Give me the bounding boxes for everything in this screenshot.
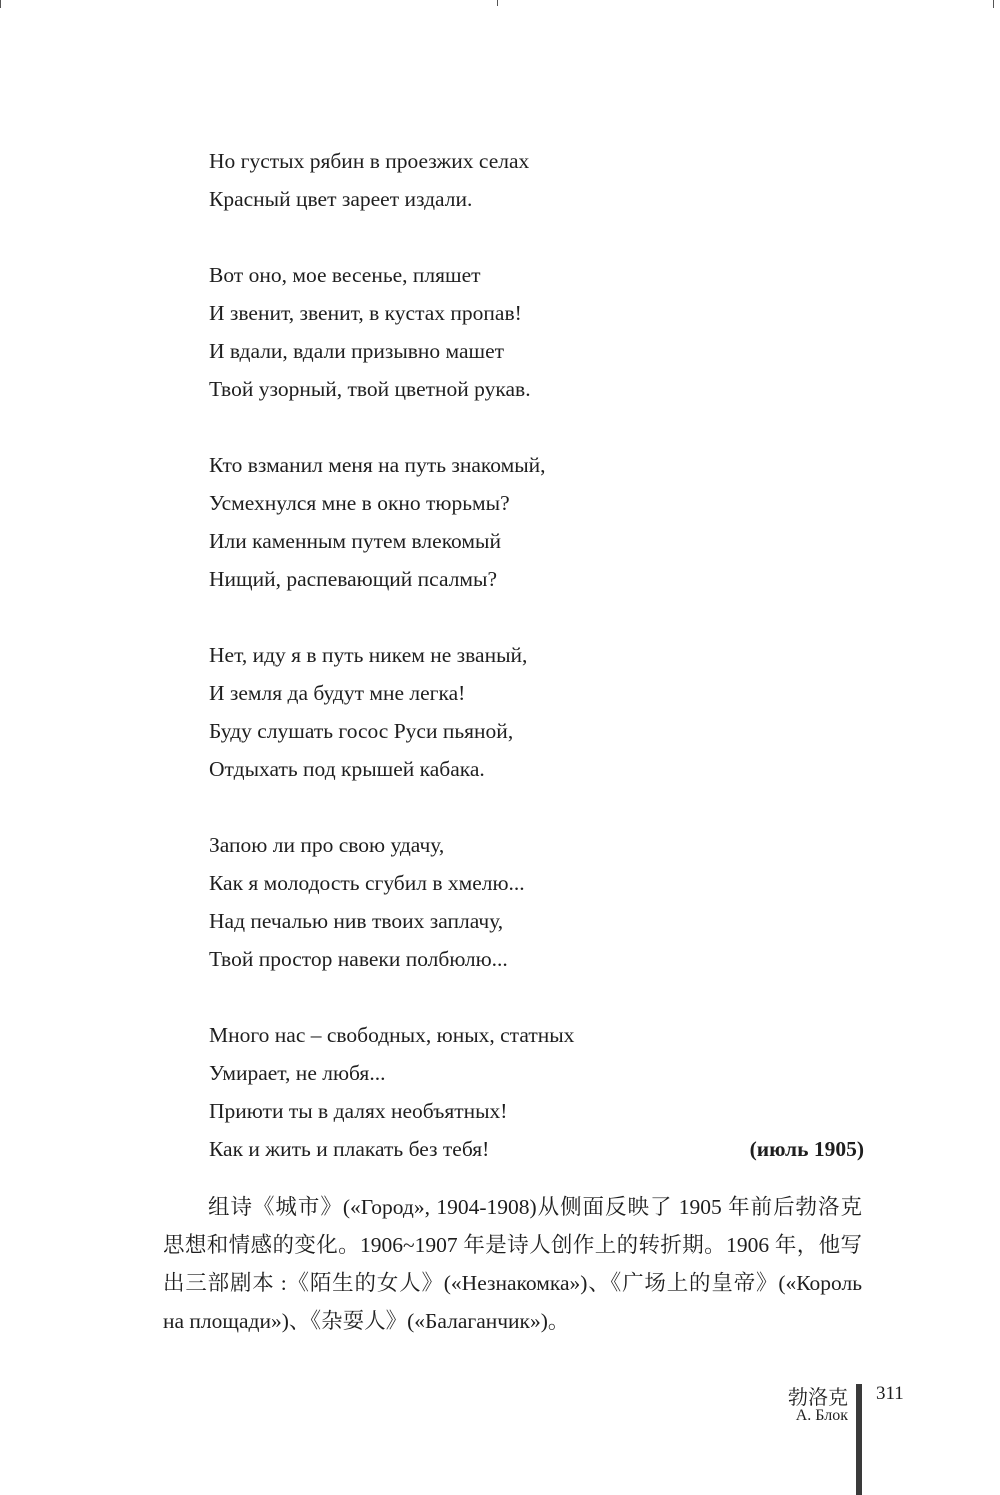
commentary-paragraph: 组诗《城市》(«Город», 1904-1908)从侧面反映了 1905 年前后勃洛克思想和情感的变化。1906~1907 年是诗人创作上的转折期。1906 年，他写出三部剧本 :《陌生的女人》(«Незнакомка»)、《广场上的皇帝》(«Король на площади»)、《杂耍人》(«Балаганчик»)。: [163, 1195, 862, 1333]
poem-line: Нищий, распевающий псалмы?: [209, 567, 498, 591]
poem-line: Много нас – свободных, юных, статных: [209, 1023, 575, 1047]
stanza: [209, 636, 864, 788]
poem-line: Умирает, не любя...: [209, 1061, 386, 1085]
crop-mark: [497, 0, 498, 6]
poem-line: Буду слушать госос Руси пьяной,: [209, 719, 514, 743]
stanza: [209, 826, 864, 978]
poem-line: Приюти ты в далях необъятных!: [209, 1099, 508, 1123]
poem-last-line: [209, 1130, 864, 1168]
stanza: [209, 446, 864, 598]
poem-line: Запою ли про свою удачу,: [209, 833, 445, 857]
poem-line: Как я молодость сгубил в хмелю...: [209, 871, 525, 895]
poem-line: И земля да будут мне легка!: [209, 681, 466, 705]
poem-line: Усмехнулся мне в окно тюрьмы?: [209, 491, 510, 515]
poem-line: Кто взманил меня на путь знакомый,: [209, 453, 546, 477]
poem: [209, 142, 864, 1168]
poem-line: И вдали, вдали призывно машет: [209, 339, 505, 363]
stanza: [209, 1016, 864, 1168]
poem-line: Вот оно, мое весенье, пляшет: [209, 263, 481, 287]
poem-date: (июль 1905): [749, 1137, 864, 1161]
commentary: [163, 1188, 862, 1340]
running-footer-author-cn: 勃洛克: [788, 1385, 848, 1409]
page-number: 311: [876, 1383, 904, 1404]
poem-line: Как и жить и плакать без тебя!: [209, 1137, 490, 1161]
poem-line: Или каменным путем влекомый: [209, 529, 501, 553]
crop-mark: [0, 0, 1, 8]
poem-line: Но густых рябин в проезжих селах: [209, 149, 530, 173]
poem-line: Нет, иду я в путь никем не званый,: [209, 643, 528, 667]
poem-line: Над печалью нив твоих заплачу,: [209, 909, 504, 933]
stanza: [209, 256, 864, 408]
footer-divider-bar: [856, 1384, 862, 1495]
poem-line: Красный цвет зареет издали.: [209, 187, 473, 211]
poem-line: И звенит, звенит, в кустах пропав!: [209, 301, 522, 325]
running-footer-author-ru: А. Блок: [795, 1407, 848, 1424]
poem-line: Твой узорный, твой цветной рукав.: [209, 377, 531, 401]
stanza: [209, 142, 864, 218]
crop-mark: [993, 0, 994, 8]
poem-line: Отдыхать под крышей кабака.: [209, 757, 485, 781]
poem-line: Твой простор навеки полбюлю...: [209, 947, 508, 971]
